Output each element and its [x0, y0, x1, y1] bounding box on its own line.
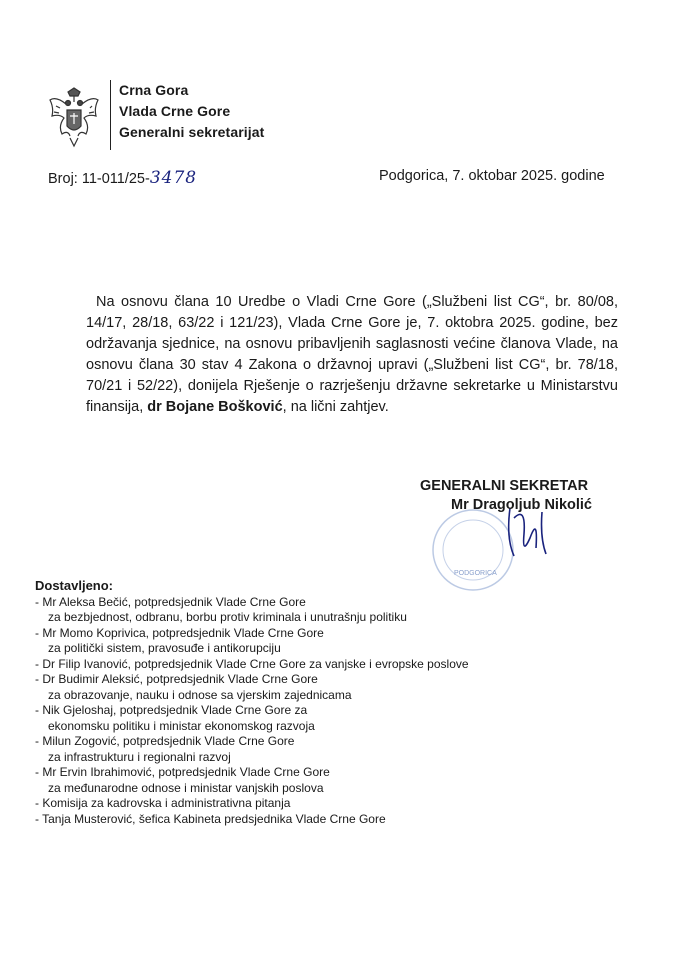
- distribution-list: [35, 578, 469, 827]
- signature-title: GENERALNI SEKRETAR: [420, 478, 589, 494]
- distribution-label: Dostavljeno:: [35, 578, 114, 593]
- list-item-line: - Dr Budimir Aleksić, potpredsjednik Vlade Crne Gore: [35, 672, 318, 686]
- reference-number-label: Broj: 11-011/25-: [48, 171, 150, 187]
- list-item: [35, 812, 469, 828]
- list-item: [35, 796, 469, 812]
- body-bold-name: dr Bojane Bošković: [147, 399, 283, 415]
- body-text-end: , na lični zahtjev.: [282, 399, 389, 415]
- org-line-country: Crna Gora: [119, 82, 189, 98]
- list-item: [35, 672, 469, 703]
- reference-number: [48, 168, 197, 188]
- list-item-line: za infrastrukturu i regionalni razvoj: [48, 749, 231, 764]
- list-item-line: - Mr Ervin Ibrahimović, potpredsjednik Vlade Crne Gore: [35, 765, 330, 779]
- list-item-line: za obrazovanje, nauku i odnose sa vjerskim zajednicama: [48, 687, 352, 702]
- signature-name: Mr Dragoljub Nikolić: [451, 497, 592, 513]
- decision-body: [86, 292, 618, 418]
- list-item-line: - Mr Momo Koprivica, potpredsjednik Vlade Crne Gore: [35, 625, 324, 640]
- list-item-line: - Nik Gjeloshaj, potpredsjednik Vlade Crne Gore za: [35, 703, 308, 717]
- header-divider: [110, 80, 111, 150]
- list-item-line: za bezbjednost, odbranu, borbu protiv kriminala i unutrašnju politiku: [48, 610, 407, 624]
- list-item-line: - Milun Zogović, potpredsjednik Vlade Crne Gore: [35, 734, 295, 748]
- organization-header: [119, 80, 264, 143]
- list-item-line: - Tanja Musterović, šefica Kabineta predsjednika Vlade Crne Gore: [35, 811, 386, 826]
- org-line-secretariat: Generalni sekretarijat: [119, 124, 265, 140]
- body-text-main: Na osnovu člana 10 Uredbe o Vladi Crne Gore („Službeni list CG“, br. 80/08, 14/17, 28/18, 63/22 i 121/23), Vlada Crne Gore je, 7. oktobra 2025. godine, bez održavanja sjednice, na osnovu pribavljenih saglasnosti većine članova Vlade, na osnovu člana 30 stav 4 Zakona o državnoj upravi („Službeni list CG“, br. 78/18, 70/21 i 52/22), donijela Rješenje o razrješenju državne sekretarke u Ministarstvu finansija,: [86, 294, 618, 415]
- list-item: [35, 657, 469, 673]
- list-item: [35, 626, 469, 657]
- list-item: [35, 703, 469, 734]
- list-item: [35, 765, 469, 796]
- reference-number-handwritten: 3478: [149, 168, 198, 188]
- list-item-line: - Mr Aleksa Bečić, potpredsjednik Vlade Crne Gore: [35, 594, 306, 609]
- stamp-text: PODGORICA: [454, 570, 497, 577]
- list-item-line: za politički sistem, pravosuđe i antikorupciju: [48, 641, 281, 655]
- list-item-line: za međunarodne odnose i ministar vanjskih poslova: [48, 780, 324, 795]
- coat-of-arms-icon: [46, 86, 102, 148]
- list-item-line: - Komisija za kadrovska i administrativna pitanja: [35, 796, 291, 810]
- list-item-line: ekonomsku politiku i ministar ekonomskog razvoja: [48, 718, 315, 733]
- list-item-line: - Dr Filip Ivanović, potpredsjednik Vlade Crne Gore za vanjske i evropske poslove: [35, 656, 469, 671]
- list-item: [35, 595, 469, 626]
- org-line-government: Vlada Crne Gore: [119, 103, 231, 119]
- list-item: [35, 734, 469, 765]
- place-date: Podgorica, 7. oktobar 2025. godine: [379, 168, 605, 184]
